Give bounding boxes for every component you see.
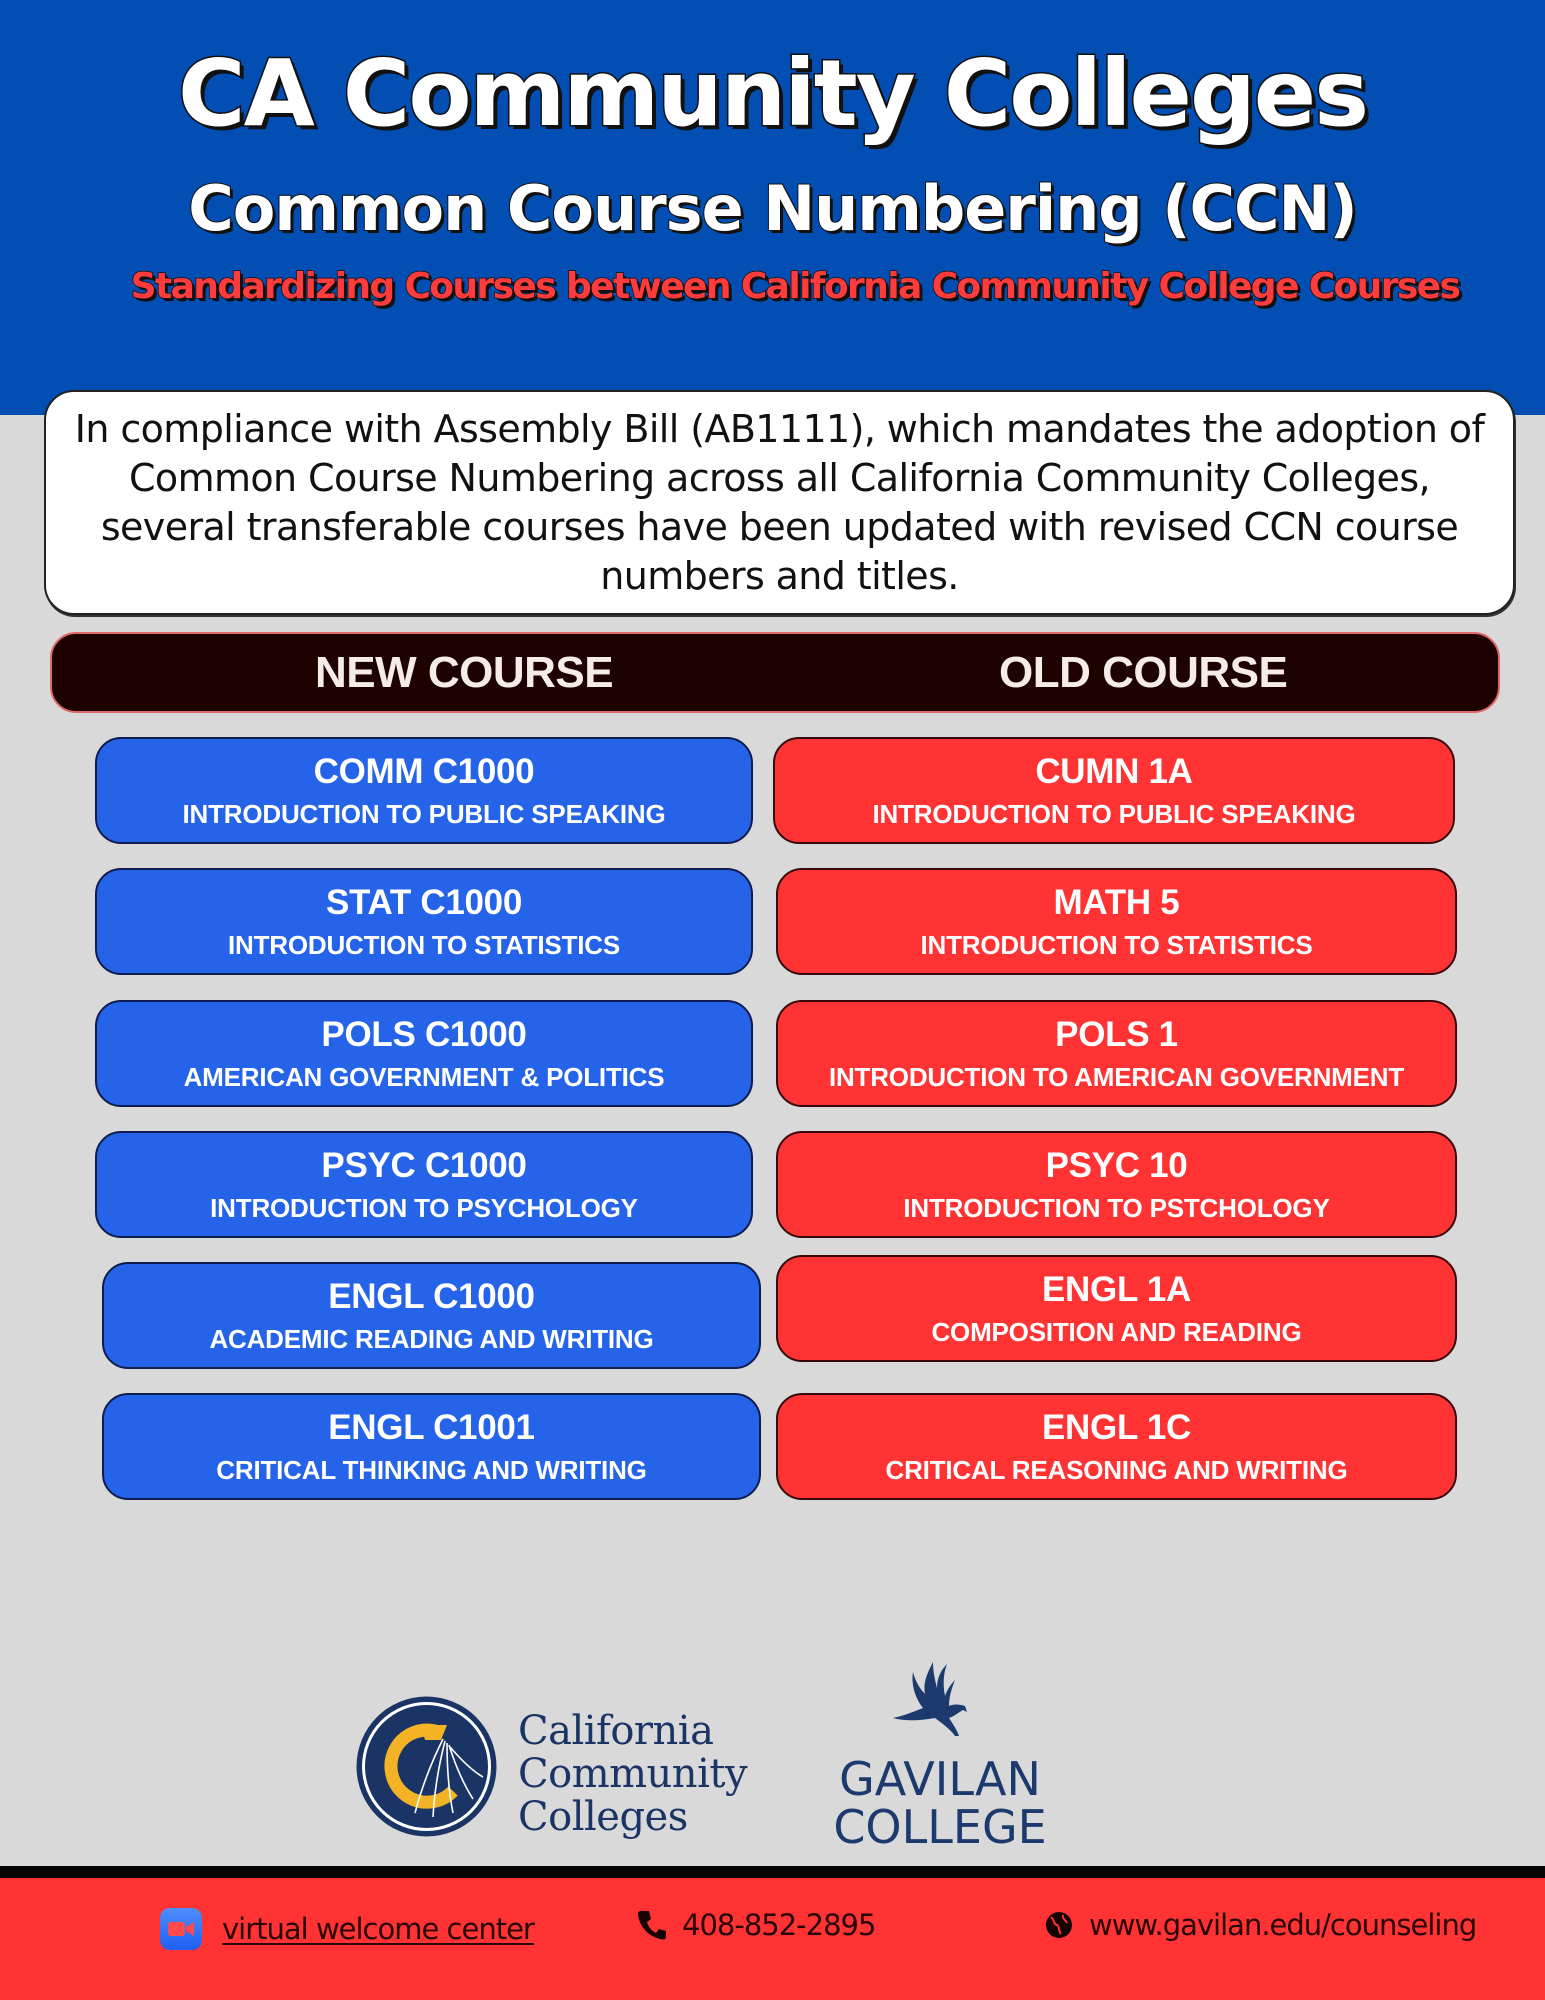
- old-course-title: INTRODUCTION TO AMERICAN GOVERNMENT: [828, 1061, 1405, 1092]
- old-course-title: INTRODUCTION TO STATISTICS: [920, 929, 1313, 960]
- new-course-title: INTRODUCTION TO PSYCHOLOGY: [210, 1192, 638, 1223]
- new-course-card: [95, 868, 753, 975]
- ccc-logo-line: California: [518, 1708, 714, 1754]
- website-url[interactable]: www.gavilan.edu/counseling: [1089, 1908, 1477, 1942]
- new-course-card: [102, 1393, 761, 1500]
- phone-icon: [638, 1910, 666, 1940]
- new-course-card: [95, 1000, 753, 1107]
- intro-box: [44, 390, 1515, 615]
- old-course-title: COMPOSITION AND READING: [931, 1316, 1302, 1347]
- old-course-title: INTRODUCTION TO PSTCHOLOGY: [903, 1192, 1330, 1223]
- new-course-title: ACADEMIC READING AND WRITING: [209, 1323, 654, 1354]
- page-title: CA Community Colleges: [178, 40, 1367, 147]
- new-course-code: ENGL C1001: [328, 1407, 535, 1447]
- phone-number: 408-852-2895: [682, 1908, 876, 1942]
- website-link[interactable]: [1045, 1908, 1476, 1942]
- old-course-card: [776, 868, 1457, 975]
- virtual-welcome-center-link[interactable]: [160, 1908, 534, 1950]
- new-course-card: [95, 1131, 753, 1238]
- new-course-title: INTRODUCTION TO PUBLIC SPEAKING: [182, 798, 666, 829]
- new-course-card: [102, 1262, 761, 1369]
- old-course-title: CRITICAL REASONING AND WRITING: [885, 1454, 1348, 1485]
- new-course-title: CRITICAL THINKING AND WRITING: [216, 1454, 647, 1485]
- new-course-code: PSYC C1000: [321, 1145, 527, 1185]
- old-course-card: [776, 1131, 1457, 1238]
- new-course-title: AMERICAN GOVERNMENT & POLITICS: [183, 1061, 665, 1092]
- new-course-code: STAT C1000: [325, 882, 523, 922]
- ccc-logo-line: Community: [518, 1751, 748, 1797]
- old-course-card: [776, 1000, 1457, 1107]
- column-header-bar: [50, 632, 1500, 713]
- ccc-seal-icon: [355, 1695, 498, 1838]
- new-course-card: [95, 737, 753, 844]
- old-course-code: PSYC 10: [1045, 1145, 1188, 1185]
- footer-divider: [0, 1866, 1545, 1878]
- page-subtitle: Common Course Numbering (CCN): [188, 172, 1357, 245]
- new-course-code: ENGL C1000: [328, 1276, 535, 1316]
- virtual-welcome-center-label[interactable]: virtual welcome center: [222, 1912, 534, 1946]
- old-course-card: [776, 1255, 1457, 1362]
- page-tagline: Standardizing Courses between California Community College Courses: [130, 266, 1460, 307]
- new-course-title: INTRODUCTION TO STATISTICS: [227, 929, 620, 960]
- intro-text: In compliance with Assembly Bill (AB1111), which mandates the adoption of Common Course Numbering across all California Community Colleges, several transferable courses have been updated with revised CCN course numbers and titles.: [74, 406, 1485, 598]
- video-camera-icon: [160, 1908, 202, 1950]
- ccc-logo-line: Colleges: [518, 1794, 688, 1840]
- old-course-code: MATH 5: [1053, 882, 1180, 922]
- gavilan-logo-text: [830, 1752, 1050, 1854]
- hawk-icon: [893, 1660, 983, 1755]
- old-course-code: ENGL 1C: [1042, 1407, 1191, 1447]
- old-course-code: POLS 1: [1055, 1014, 1178, 1054]
- old-course-title: INTRODUCTION TO PUBLIC SPEAKING: [872, 798, 1356, 829]
- new-course-code: COMM C1000: [313, 751, 535, 791]
- logos-area: [0, 1650, 1545, 1854]
- old-course-code: CUMN 1A: [1035, 751, 1193, 791]
- old-course-code: ENGL 1A: [1042, 1269, 1191, 1309]
- phone-contact: [638, 1908, 875, 1942]
- new-course-code: POLS C1000: [321, 1014, 527, 1054]
- globe-icon: [1045, 1911, 1073, 1939]
- gavilan-logo-line: GAVILAN: [839, 1752, 1041, 1806]
- old-course-card: [776, 1393, 1457, 1500]
- old-course-card: [773, 737, 1455, 844]
- footer: [0, 1878, 1545, 2000]
- gavilan-logo-line: COLLEGE: [833, 1800, 1047, 1854]
- old-course-header: OLD COURSE: [999, 648, 1288, 697]
- new-course-header: NEW COURSE: [315, 648, 614, 697]
- ccc-logo-text: [518, 1710, 747, 1839]
